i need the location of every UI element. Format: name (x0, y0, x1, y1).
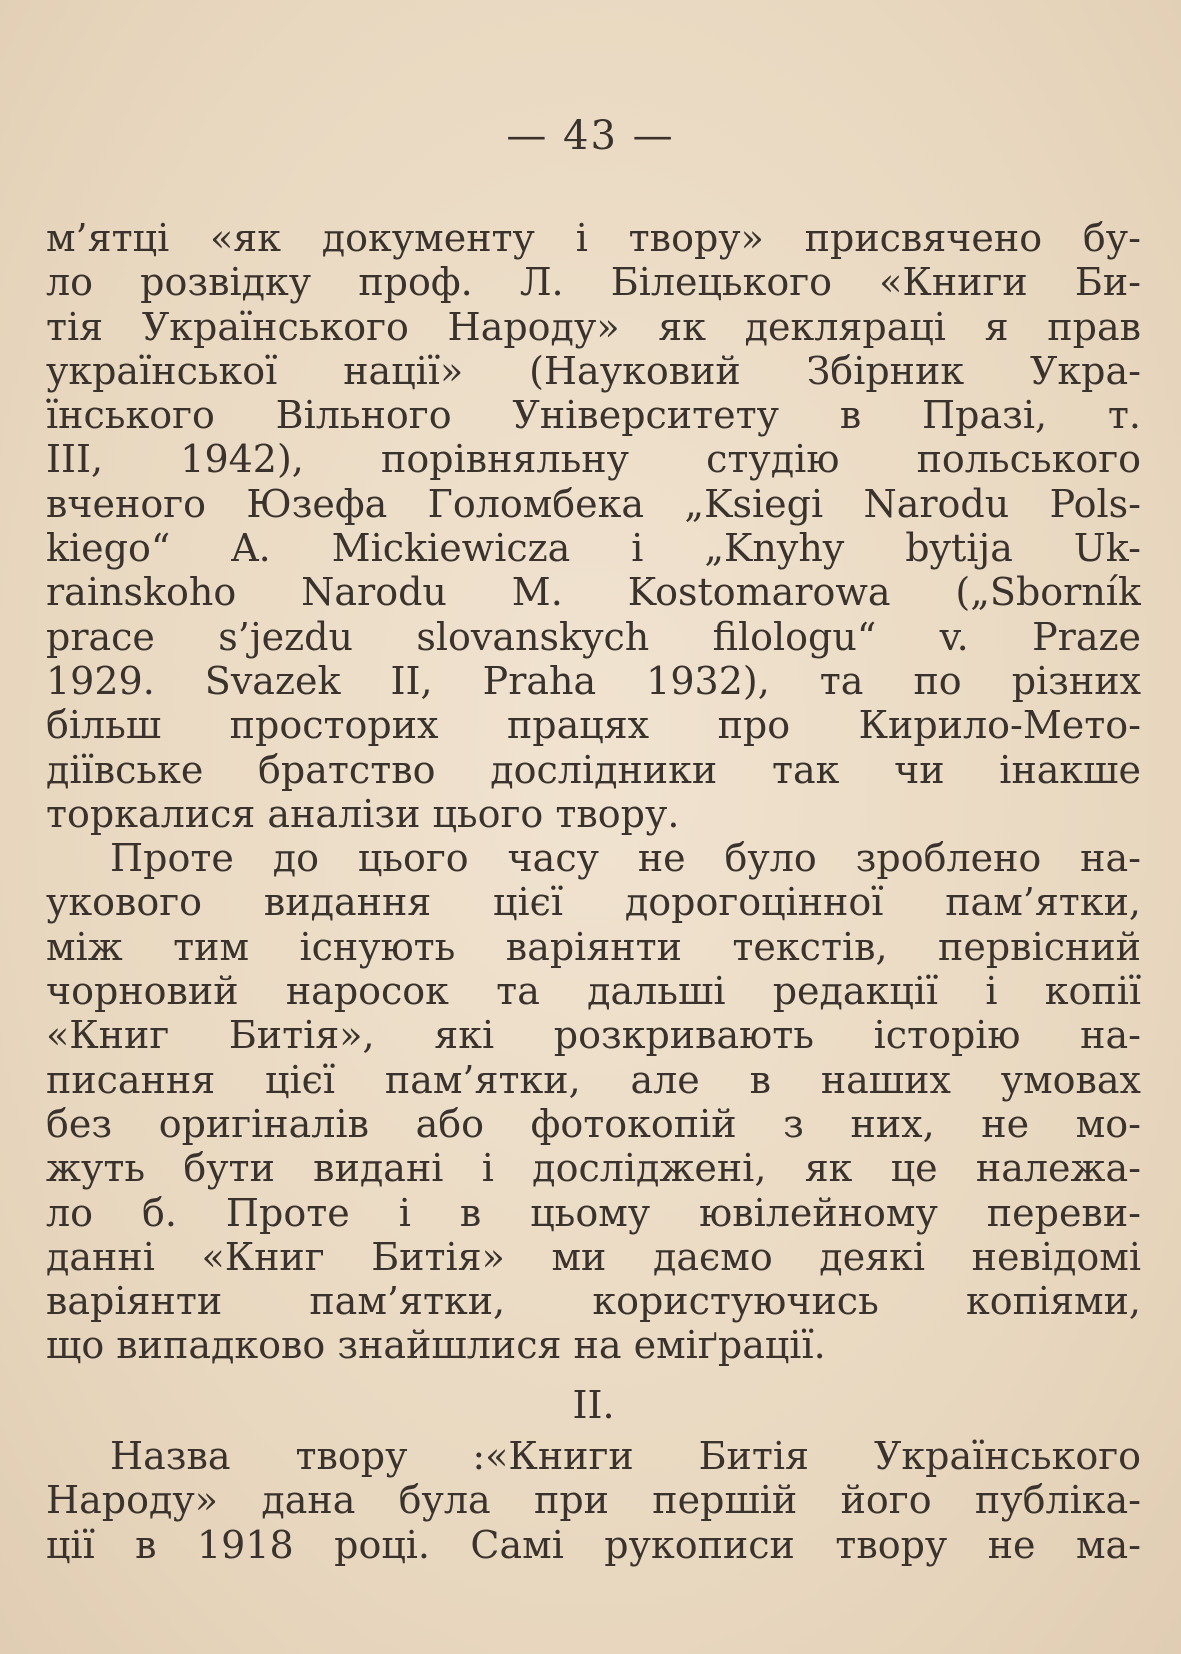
text-line: укового видання цієї дорогоцінної пам’ятки, (46, 880, 1141, 925)
text-line: м’ятці «як документу і твору» присвячено бу- (46, 216, 1141, 260)
text-line: prace s’jezdu slovanskych filologu“ v. Praze (46, 614, 1141, 659)
text-line: що випадково знайшлися на еміґрації. (46, 1323, 826, 1368)
text-line: більш просторих працях про Кирило-Мето- (46, 703, 1141, 748)
text-line: жуть бути видані і досліджені, як це належа- (46, 1146, 1141, 1191)
text-line: діївське братство дослідники так чи інакше (46, 747, 1141, 792)
body-text (46, 216, 1141, 1442)
text-line: писання цієї пам’ятки, але в наших умовах (46, 1057, 1141, 1102)
text-line: ло розвідку проф. Л. Білецького «Книги Би- (46, 260, 1141, 305)
text-line: Назва твору :«Книги Битія Українського (110, 1434, 1141, 1478)
section-heading: II. (572, 1382, 615, 1427)
text-line: 1929. Svazek II, Praha 1932), та по різних (46, 658, 1141, 703)
text-line: української нації» (Науковий Збірник Укра- (46, 348, 1141, 393)
text-line: їнського Вільного Університету в Празі, т. (46, 393, 1141, 438)
paragraph-3 (46, 1434, 1141, 1567)
text-line: Проте до цього часу не було зроблено на- (110, 836, 1141, 881)
text-line: ло б. Проте і в цьому ювілейному переви- (46, 1190, 1141, 1235)
page-number: — 43 — (506, 113, 675, 159)
text-line: торкалися аналізи цього твору. (46, 791, 680, 836)
text-line: данні «Книг Битія» ми даємо деякі невідомі (46, 1234, 1141, 1279)
text-line: між тим існують варіянти текстів, первісний (46, 924, 1141, 969)
text-line: «Книг Битія», які розкривають історію на- (46, 1013, 1141, 1058)
text-line: варіянти пам’ятки, користуючись копіями, (46, 1279, 1141, 1324)
text-line: ції в 1918 році. Самі рукописи твору не ма- (46, 1522, 1141, 1567)
text-line: тія Українського Народу» як декляраці я прав (46, 304, 1141, 349)
paragraph-2 (46, 836, 1141, 1368)
paragraph-1 (46, 216, 1141, 836)
text-line: без оригіналів або фотокопій з них, не мо- (46, 1101, 1141, 1146)
text-line: rainskoho Narodu M. Kostomarowa („Sborník (46, 570, 1141, 615)
text-line: ІІІ, 1942), порівняльну студію польського (46, 437, 1141, 482)
text-line: Народу» дана була при першій його публіка- (46, 1478, 1141, 1523)
text-line: kiego“ A. Mickiewicza і „Knyhy bytija Uk- (46, 526, 1141, 571)
text-line: чорновий наросок та дальші редакції і копії (46, 969, 1141, 1014)
text-line: вченого Юзефа Голомбека „Ksiegi Narodu Pols- (46, 481, 1141, 526)
